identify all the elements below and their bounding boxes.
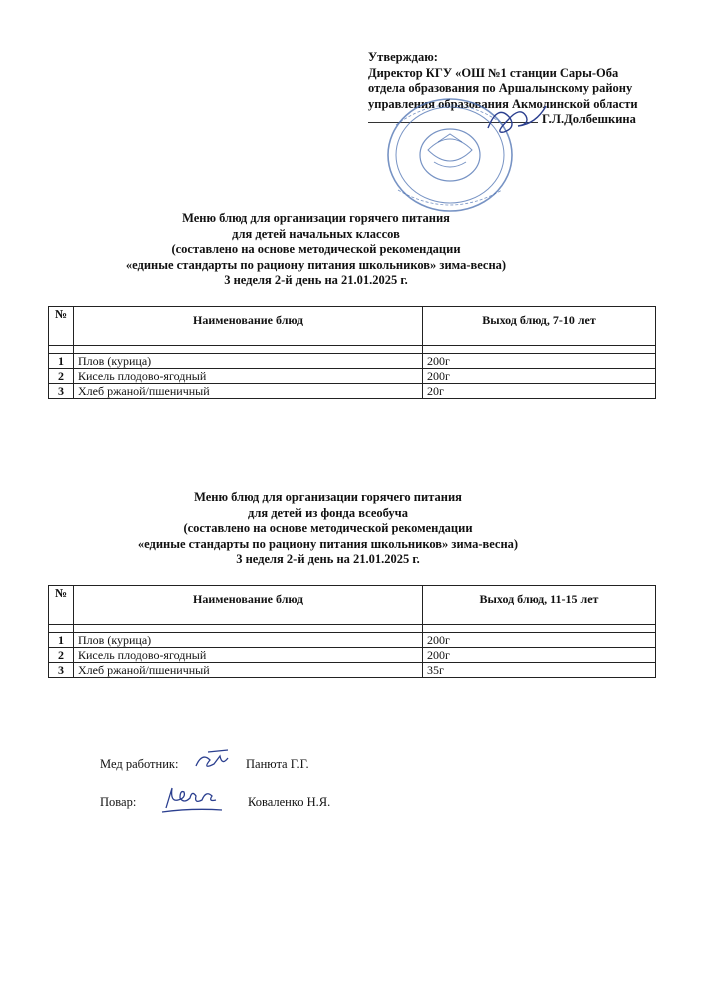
dish-name: Кисель плодово-ягодный (74, 648, 423, 663)
cook-name: Коваленко Н.Я. (248, 795, 331, 809)
table-row (49, 354, 656, 369)
title-line: «единые стандарты по рациону питания школьников» зима-весна) (125, 257, 507, 272)
title-line: Меню блюд для организации горячего питания (182, 211, 450, 225)
header-output: Выход блюд, 7-10 лет (423, 307, 656, 346)
dish-name: Кисель плодово-ягодный (74, 369, 423, 384)
medic-label: Мед работник: (100, 757, 179, 771)
approval-signer: Г.Л.Долбешкина (542, 112, 636, 126)
row-number: 1 (49, 633, 74, 648)
title-line: для детей начальных классов (232, 226, 400, 241)
row-number: 2 (49, 369, 74, 384)
header-output: Выход блюд, 11-15 лет (423, 586, 656, 625)
title-line: 3 неделя 2-й день на 21.01.2025 г. (236, 552, 420, 566)
approval-line-3: управления образования Акмолинской области (368, 96, 638, 111)
approval-line-1: Директор КГУ «ОШ №1 станции Сары-Оба (368, 65, 619, 80)
row-number: 3 (49, 384, 74, 399)
row-number: 2 (49, 648, 74, 663)
menu-2-title (0, 490, 682, 568)
medic-name: Панюта Г.Г. (246, 757, 309, 771)
menu-1-table (48, 306, 656, 399)
header-number: № (49, 307, 74, 346)
dish-output: 35г (423, 663, 656, 678)
title-line: «единые стандарты по рациону питания школьников» зима-весна) (137, 536, 519, 551)
header-dish-name: Наименование блюд (74, 307, 423, 346)
dish-output: 20г (423, 384, 656, 399)
table-row (49, 384, 656, 399)
medic-signature-icon (192, 748, 236, 774)
dish-name: Плов (курица) (74, 633, 423, 648)
approval-heading: Утверждаю: (368, 50, 438, 64)
dish-output: 200г (423, 648, 656, 663)
header-dish-name: Наименование блюд (74, 586, 423, 625)
header-number: № (49, 586, 74, 625)
title-line: для детей из фонда всеобуча (248, 505, 408, 520)
menu-2-table (48, 585, 656, 678)
approval-line-2: отдела образования по Аршалынскому району (368, 81, 633, 95)
dish-name: Хлеб ржаной/пшеничный (74, 384, 423, 399)
title-line: 3 неделя 2-й день на 21.01.2025 г. (224, 273, 408, 287)
cook-label: Повар: (100, 795, 137, 809)
row-number: 1 (49, 354, 74, 369)
menu-1-title (0, 211, 670, 289)
title-line: (составлено на основе методической рекомендации (171, 242, 461, 256)
dish-output: 200г (423, 633, 656, 648)
table-row (49, 663, 656, 678)
cook-signature-icon (160, 782, 224, 816)
table-row (49, 369, 656, 384)
table-row (49, 633, 656, 648)
table-row (49, 648, 656, 663)
row-number: 3 (49, 663, 74, 678)
director-signature-icon (480, 98, 550, 143)
dish-output: 200г (423, 369, 656, 384)
title-line: Меню блюд для организации горячего питания (194, 490, 462, 504)
table-spacer-row (49, 625, 656, 633)
dish-output: 200г (423, 354, 656, 369)
dish-name: Плов (курица) (74, 354, 423, 369)
table-header-row (49, 307, 656, 346)
table-header-row (49, 586, 656, 625)
dish-name: Хлеб ржаной/пшеничный (74, 663, 423, 678)
title-line: (составлено на основе методической рекомендации (183, 521, 473, 535)
table-spacer-row (49, 346, 656, 354)
